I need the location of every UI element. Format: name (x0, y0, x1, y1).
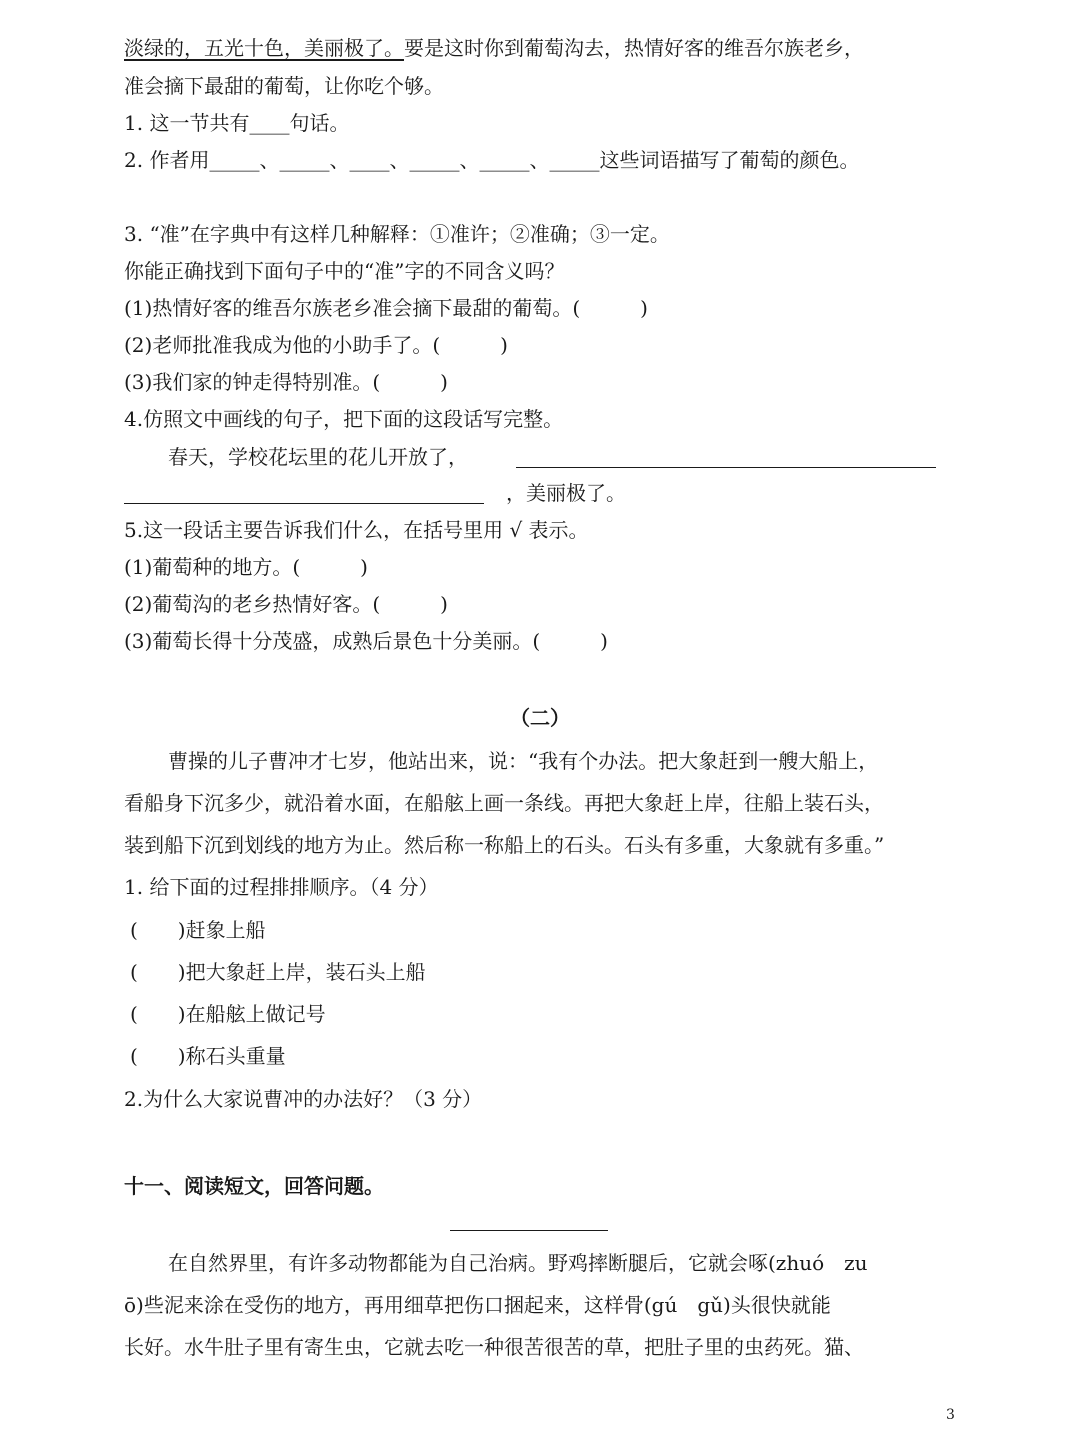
title-blank-line (450, 1230, 608, 1231)
article-line: 在自然界里，有许多动物都能为自己治病。野鸡摔断腿后，它就会啄(zhuó zu (168, 1251, 868, 1275)
passage-line-2: 准会摘下最甜的葡萄，让你吃个够。 (124, 74, 444, 98)
question-2: 2.为什么大家说曹冲的办法好？（3 分） (124, 1087, 483, 1111)
passage-line-1-rest: 要是这时你到葡萄沟去，热情好客的维吾尔族老乡， (404, 36, 864, 60)
question-4-prompt: 春天，学校花坛里的花儿开放了， (168, 445, 468, 469)
story-line: 看船身下沉多少，就沿着水面，在船舷上画一条线。再把大象赶上岸，往船上装石头， (124, 791, 884, 815)
question-5-item: (3)葡萄长得十分茂盛，成熟后景色十分美丽。( ) (124, 629, 608, 653)
section-heading: （二） (510, 706, 570, 730)
question-3-intro: 3. “准”在字典中有这样几种解释：①准许；②准确；③一定。 (124, 222, 670, 246)
question-3-item: (1)热情好客的维吾尔族老乡准会摘下最甜的葡萄。( ) (124, 296, 648, 320)
page-number: 3 (946, 1407, 955, 1423)
question-2: 2. 作者用_____、_____、____、_____、_____、_____这些词语描写了葡萄的颜色。 (124, 148, 860, 172)
question-1: 1. 给下面的过程排排顺序。（4 分） (124, 875, 439, 899)
question-5: 5.这一段话主要告诉我们什么，在括号里用 √ 表示。 (124, 518, 589, 542)
question-4-ending: ，美丽极了。 (506, 481, 626, 505)
answer-blank-line (124, 503, 484, 504)
order-item: ( )把大象赶上岸，装石头上船 (130, 960, 426, 984)
question-3-item: (2)老师批准我成为他的小助手了。( ) (124, 333, 508, 357)
order-item: ( )在船舷上做记号 (130, 1002, 326, 1026)
question-5-item: (1)葡萄种的地方。( ) (124, 555, 368, 579)
section-11-heading: 十一、阅读短文，回答问题。 (124, 1174, 384, 1198)
article-line: ō)些泥来涂在受伤的地方，再用细草把伤口捆起来，这样骨(gú gǔ)头很快就能 (124, 1293, 831, 1317)
story-line: 曹操的儿子曹冲才七岁，他站出来，说：“我有个办法。把大象赶到一艘大船上， (168, 749, 879, 773)
order-item: ( )赶象上船 (130, 918, 266, 942)
underlined-sentence: 淡绿的，五光十色，美丽极了。 (124, 36, 404, 60)
question-3-item: (3)我们家的钟走得特别准。( ) (124, 370, 448, 394)
question-5-item: (2)葡萄沟的老乡热情好客。( ) (124, 592, 448, 616)
question-3-ask: 你能正确找到下面句子中的“准”字的不同含义吗？ (124, 259, 565, 283)
order-item: ( )称石头重量 (130, 1044, 286, 1068)
article-line: 长好。水牛肚子里有寄生虫，它就去吃一种很苦很苦的草，把肚子里的虫药死。猫、 (124, 1335, 864, 1359)
question-1: 1. 这一节共有____句话。 (124, 111, 350, 135)
story-line: 装到船下沉到划线的地方为止。然后称一称船上的石头。石头有多重，大象就有多重。” (124, 833, 885, 857)
answer-blank-line (516, 467, 936, 468)
question-4: 4.仿照文中画线的句子，把下面的这段话写完整。 (124, 407, 564, 431)
passage-line-1 (124, 38, 864, 58)
